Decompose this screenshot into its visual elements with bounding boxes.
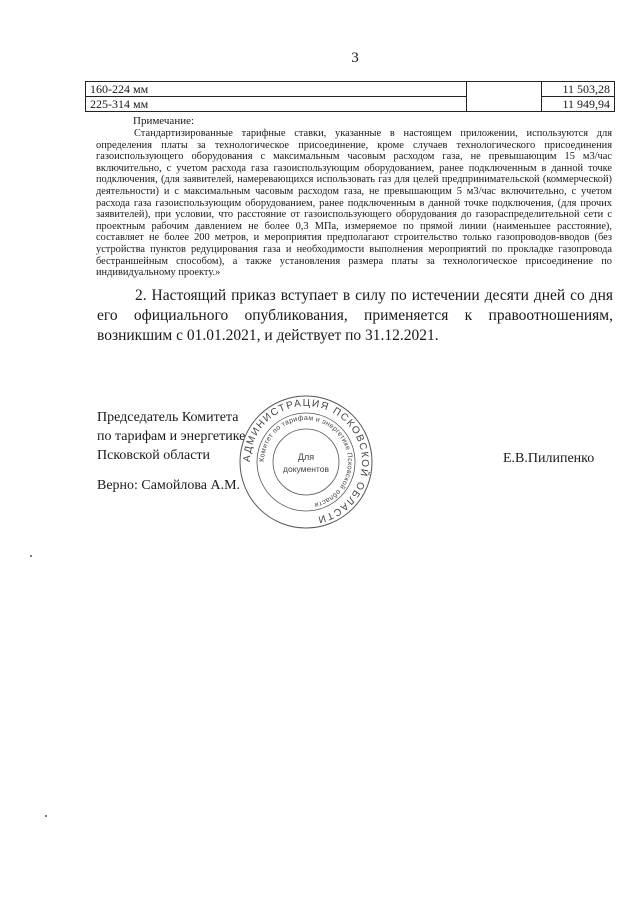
signer-block	[97, 408, 245, 465]
empty-cell	[467, 82, 542, 112]
official-seal	[236, 392, 376, 532]
signer-title-line1: Председатель Комитета	[97, 410, 239, 425]
diameter-cell: 160-224 мм	[86, 82, 467, 97]
diameter-cell: 225-314 мм	[86, 97, 467, 112]
tariff-table	[85, 81, 615, 112]
signer-name: Е.В.Пилипенко	[503, 451, 595, 466]
seal-center-line1: Для	[297, 452, 315, 462]
seal-outer-text: АДМИНИСТРАЦИЯ ПСКОВСКОЙ ОБЛАСТИ	[241, 397, 371, 525]
seal-inner-text: Комитет по тарифам и энергетике Псковской области	[258, 414, 354, 509]
note-text	[96, 128, 612, 279]
speck-mark	[30, 555, 32, 557]
seal-center-line2: документов	[283, 464, 329, 474]
signer-title-line2: по тарифам и энергетике	[97, 429, 246, 444]
page-number: 3	[351, 50, 359, 66]
value-cell: 11 503,28	[542, 82, 615, 97]
note-body: Стандартизированные тарифные ставки, указанные в настоящем приложении, используются для определения платы за технологическое присоединение, кроме случаев технологического присоединения газоиспользующего оборудования с максимальным часовым расходом газа, не превышающим 15 м3/час включительно, с учетом расхода газа газоиспользующим оборудованием, ранее подключенным в данной точке подключения, (для заявителей, намеревающихся использовать газ для целей предпринимательской (коммерческой) деятельности) и с максимальным часовым расходом газа, не превышающим 5 м3/час включительно, с учетом расхода газа газоиспользующим оборудованием, ранее подключенным в данной точке подключения, (для прочих заявителей), при условии, что расстояние от газоиспользующего оборудования до газораспределительной сети с проектным рабочим давлением не более 0,3 МПа, измеряемое по прямой линии (наименьшее расстояние), составляет не более 200 метров, и мероприятия предполагают строительство только газопроводов-вводов (без устройства пунктов редуцирования газа и необходимости выполнения мероприятий по прокладке газопровода бестраншейным способом), а также установления размера платы за технологическое присоединение по индивидуальному проекту.»	[96, 128, 612, 279]
verified-line: Верно: Самойлова А.М.	[97, 478, 241, 493]
paragraph-2-body: 2. Настоящий приказ вступает в силу по истечении десяти дней со дня его официального опубликования, применяется к правоотношениям, возникшим с 01.01.2021, и действует по 31.12.2021.	[97, 287, 613, 344]
signer-title-line3: Псковской области	[97, 448, 211, 463]
value-cell: 11 949,94	[542, 97, 615, 112]
paragraph-2	[97, 286, 613, 346]
note-label: Примечание:	[133, 115, 195, 127]
speck-mark	[45, 815, 47, 817]
table-row	[86, 82, 615, 97]
